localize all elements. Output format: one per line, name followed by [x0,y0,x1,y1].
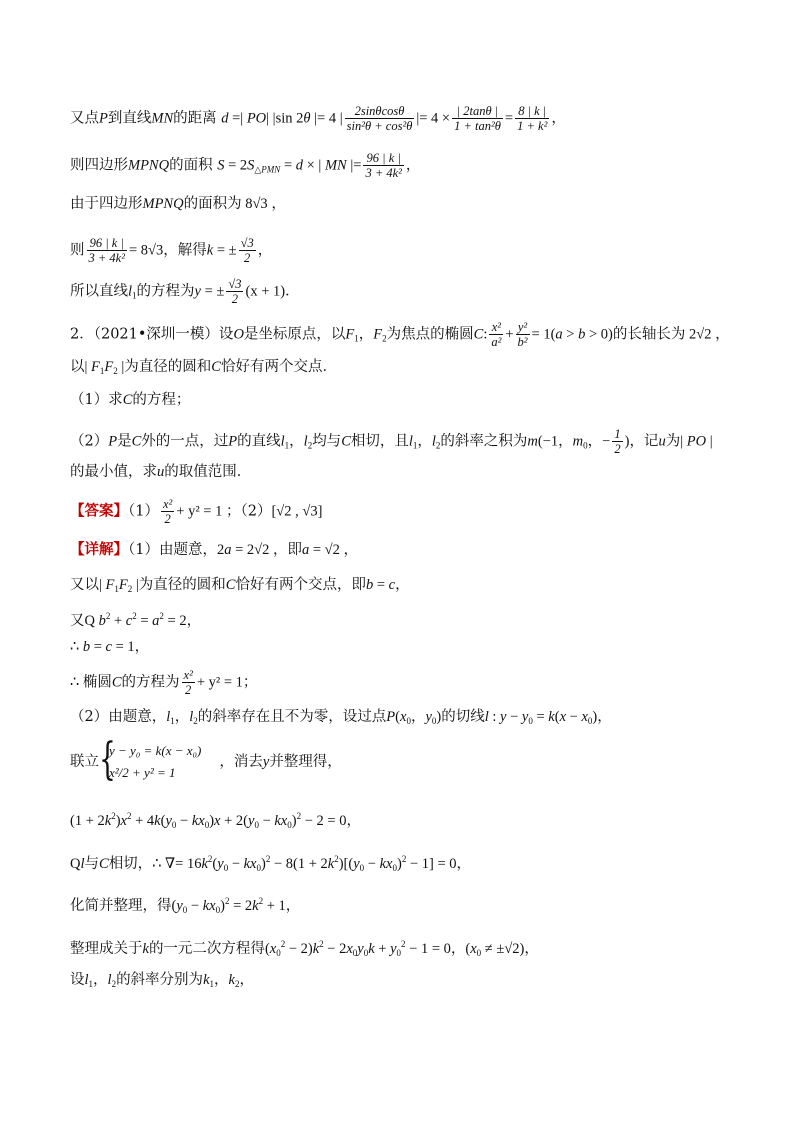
question-2-part-1: （1）求C的方程； [70,392,191,408]
question-2-part-2: （2）P是C外的一点，过P的直线$l_1$，$l_2$均与C相切，且$l_1$，$l_2$的斜率之积为m(−1，$m_0$，− $\frac{1}{2}$ )，记u为| PO | [70,427,713,456]
question-2-stem: 2．（2021•深圳一模）设O是坐标原点，以$F_1$，$F_2$为焦点的椭圆C: $\frac{\text{x²}}{\text{a²}}$ + $\frac{\text{y²}}{\text{b²}}$ = 1(a > b > 0)的长轴长为 2√2 ， [70,320,730,349]
answer-line: 【答案】（1） $\frac{\text{x²}}{2}$ + y² = 1 ；（2）[√2 , √3] [70,497,323,526]
detail-line-3: 又Q $b^2 + c^2 = a^2 = 2$， [70,611,202,629]
solution-2-discriminant: Ql与C相切，∴ ∇= $16k^2(y_0 - kx_0)^2 - 8(1 + 2k^2)[(y_0 - kx_0)^2 - 1] = 0$， [70,854,471,873]
solution-2-quadratic: $(1 + 2k^2)x^2 + 4k(y_0 - kx_0)x + 2(y_0 - kx_0)^2 - 2 = 0$， [70,811,361,830]
solution-2-quadratic-k: 整理成关于k的一元二次方程得$(x_0^2 - 2)k^2 - 2x_0y_0k + y_0^2 - 1 = 0$，$(x_0 \ne \pm√2)$， [70,939,539,958]
equation-system: { y − y₀ = k(x − x₀) x²/2 + y² = 1 [99,734,202,785]
detail-line-4: ∴ b = c = 1， [70,639,150,655]
solution-2-line-1: （2）由题意，$l_1$，$l_2$的斜率存在且不为零，设过点$P(x_0$，$y_0$)的切线l : $y - y_0 = k(x - x_0)$， [70,709,612,726]
solution-2-slopes: 设$l_1$，$l_2$的斜率分别为$k_1$，$k_2$， [70,972,254,989]
detail-line-1: 【详解】（1）由题意，2a = 2√2 ，即a = √2 ， [70,541,359,558]
detail-tag: 【详解】 [70,541,128,558]
proof-line-distance: 又点P到直线MN的距离 d =| PO| |sin 2θ |= 4 | $\frac{2\sin\theta\cos\theta}{\text{sin²θ + cos²θ}}$ |= 4 × $\frac{| 2\tan\theta |}{\text{1 + tan²θ}}$ = $\frac{8 | k |}{\text{1 + k²}}$ ， [70,104,566,133]
proof-line-area: 则四边形MPNQ的面积 $S = 2S_{\triangle PMN} = d$ × | MN |= $\frac{96 | k |}{\text{3 + 4k²}}$ ， [70,151,421,180]
proof-line-solve-k: 则 $\frac{96 | k |}{\text{3 + 4k²}}$ = 8√3，解得k = ± $\frac{√3}{2}$ ， [70,236,273,265]
proof-line-area-given: 由于四边形MPNQ的面积为 8√3 ， [70,196,286,212]
detail-line-2: 又以| $F_1F_2$ |为直径的圆和C恰好有两个交点，即b = c， [70,577,410,594]
detail-line-5: ∴ 椭圆C的方程为 $\frac{\text{x²}}{2}$ + y² = 1； [70,668,258,697]
solution-2-simplify: 化简并整理，得$(y_0 - kx_0)^2 = 2k^2 + 1$， [70,896,301,915]
question-2-stem-cont: 以| $F_1F_2$ |为直径的圆和C恰好有两个交点． [70,359,337,376]
proof-line-conclusion: 所以直线$l_1$的方程为y = ± $\frac{√3}{2}$ (x + 1)． [70,277,300,306]
question-2-part-2-cont: 的最小值，求u的取值范围． [70,464,252,480]
solution-2-system: 联立 { y − y₀ = k(x − x₀) x²/2 + y² = 1 ，消去y并整理得， [70,734,342,785]
answer-tag: 【答案】 [70,502,128,520]
